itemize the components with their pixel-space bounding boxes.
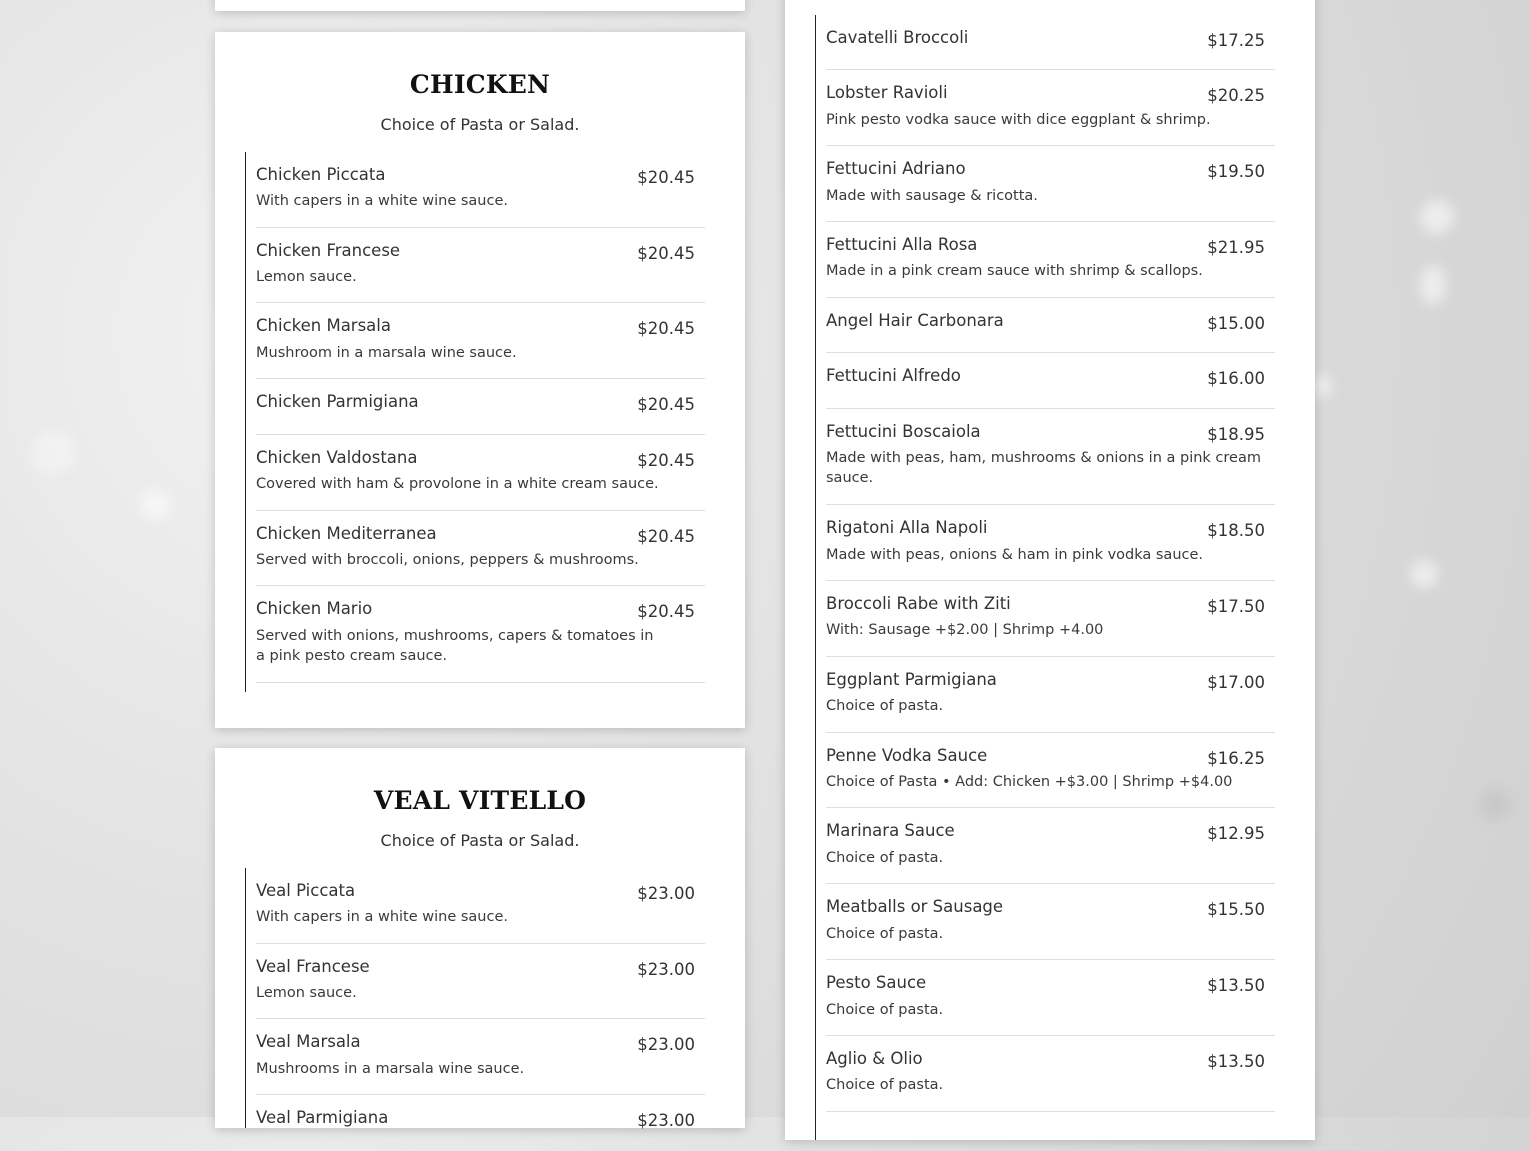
- item-description: With capers in a white wine sauce.: [256, 909, 508, 925]
- background-bokeh: [1410, 560, 1438, 588]
- item-price: $15.50: [1207, 900, 1265, 919]
- item-name: Cavatelli Broccoli: [826, 28, 969, 47]
- item-name: Veal Piccata: [256, 881, 356, 900]
- item-name: Chicken Piccata: [256, 165, 386, 184]
- item-price: $16.25: [1207, 749, 1265, 768]
- item-name: Fettucini Alfredo: [826, 366, 961, 385]
- item-price: $23.00: [637, 1111, 695, 1130]
- background-bokeh: [30, 430, 76, 476]
- menu-item-chicken-francese: [256, 228, 705, 303]
- menu-item-fettucini-boscaiola: [826, 409, 1275, 505]
- item-name: Aglio & Olio: [826, 1049, 923, 1068]
- background-bokeh: [1420, 200, 1454, 234]
- item-name: Penne Vodka Sauce: [826, 746, 988, 765]
- menu-item-meatballs-or-sausage: [826, 884, 1275, 960]
- item-name: Veal Parmigiana: [256, 1108, 389, 1127]
- menu-item-penne-vodka-sauce: [826, 733, 1275, 808]
- item-name: Meatballs or Sausage: [826, 897, 1004, 916]
- item-description: Choice of Pasta • Add: Chicken +$3.00 | Shrimp +$4.00: [826, 774, 1233, 790]
- item-name: Eggplant Parmigiana: [826, 670, 997, 689]
- item-price: $17.25: [1207, 31, 1265, 50]
- item-name: Chicken Marsala: [256, 316, 391, 335]
- item-description: Lemon sauce.: [256, 985, 357, 1001]
- item-description: Choice of pasta.: [826, 850, 944, 866]
- item-price: $23.00: [637, 960, 695, 979]
- item-price: $20.45: [637, 168, 695, 187]
- item-name: Chicken Mediterranea: [256, 524, 437, 543]
- background-bokeh: [1420, 265, 1446, 305]
- menu-item-veal-parmigiana: [256, 1095, 705, 1151]
- item-price: $21.95: [1207, 238, 1265, 257]
- item-price: $12.95: [1207, 824, 1265, 843]
- item-price: $17.00: [1207, 673, 1265, 692]
- menu-item-cavatelli-broccoli: [826, 15, 1275, 70]
- background-bokeh: [140, 490, 170, 520]
- menu-item-chicken-mario: [256, 586, 705, 683]
- menu-item-veal-francese: [256, 944, 705, 1019]
- item-description: Mushrooms in a marsala wine sauce.: [256, 1061, 525, 1077]
- menu-item-fettucini-adriano: [826, 146, 1275, 222]
- pasta-menu-list: [815, 15, 1275, 1140]
- item-description: Covered with ham & provolone in a white cream sauce.: [256, 476, 659, 492]
- item-description: Choice of pasta.: [826, 1002, 944, 1018]
- item-description: Made with peas, ham, mushrooms & onions in a pink cream sauce.: [826, 450, 1261, 486]
- item-name: Fettucini Boscaiola: [826, 422, 981, 441]
- item-name: Pesto Sauce: [826, 973, 927, 992]
- item-price: $20.45: [637, 451, 695, 470]
- menu-item-chicken-valdostana: [256, 435, 705, 511]
- item-price: $23.00: [637, 884, 695, 903]
- item-description: Lemon sauce.: [256, 269, 357, 285]
- item-description: Choice of pasta.: [826, 1077, 944, 1093]
- item-name: Chicken Valdostana: [256, 448, 418, 467]
- menu-item-broccoli-rabe-with-ziti: [826, 581, 1275, 657]
- veal-menu-list: [245, 868, 705, 1128]
- item-name: Fettucini Adriano: [826, 159, 966, 178]
- menu-item-eggplant-parmigiana: [826, 657, 1275, 733]
- item-price: $23.00: [637, 1035, 695, 1054]
- item-name: Veal Francese: [256, 957, 370, 976]
- veal-section-card: [215, 748, 745, 1128]
- item-name: Chicken Francese: [256, 241, 401, 260]
- section-title: CHICKEN: [409, 70, 551, 99]
- item-description: With capers in a white wine sauce.: [256, 193, 508, 209]
- item-name: Fettucini Alla Rosa: [826, 235, 978, 254]
- item-name: Rigatoni Alla Napoli: [826, 518, 988, 537]
- item-price: $18.50: [1207, 521, 1265, 540]
- menu-item-chicken-parmigiana: [256, 379, 705, 435]
- item-price: $15.00: [1207, 314, 1265, 333]
- menu-item-aglio-olio: [826, 1036, 1275, 1112]
- item-price: $20.45: [637, 319, 695, 338]
- item-description: Made with sausage & ricotta.: [826, 188, 1038, 204]
- menu-item-fettucini-alla-rosa: [826, 222, 1275, 298]
- item-price: $20.45: [637, 602, 695, 621]
- menu-item-marinara-sauce: [826, 808, 1275, 884]
- item-description: Made with peas, onions & ham in pink vodka sauce.: [826, 547, 1204, 563]
- section-subtitle: Choice of Pasta or Salad.: [380, 115, 580, 134]
- item-name: Chicken Parmigiana: [256, 392, 419, 411]
- item-name: Veal Marsala: [256, 1032, 361, 1051]
- item-name: Broccoli Rabe with Ziti: [826, 594, 1011, 613]
- background-bokeh: [1480, 790, 1510, 820]
- section-subtitle: Choice of Pasta or Salad.: [380, 831, 580, 850]
- item-price: $19.50: [1207, 162, 1265, 181]
- item-price: $16.00: [1207, 369, 1265, 388]
- item-price: $20.45: [637, 244, 695, 263]
- chicken-section-card: [215, 32, 745, 728]
- previous-section-card: [215, 0, 745, 11]
- menu-item-chicken-marsala: [256, 303, 705, 379]
- chicken-menu-list: [245, 152, 705, 692]
- menu-item-angel-hair-carbonara: [826, 298, 1275, 353]
- item-description: Pink pesto vodka sauce with dice eggplant & shrimp.: [826, 112, 1211, 128]
- menu-item-pesto-sauce: [826, 960, 1275, 1036]
- item-price: $20.45: [637, 395, 695, 414]
- item-price: $13.50: [1207, 976, 1265, 995]
- menu-item-chicken-piccata: [256, 152, 705, 228]
- section-title: VEAL VITELLO: [373, 786, 587, 815]
- item-name: Angel Hair Carbonara: [826, 311, 1004, 330]
- menu-item-rigatoni-alla-napoli: [826, 505, 1275, 581]
- item-price: $20.25: [1207, 86, 1265, 105]
- item-description: Served with onions, mushrooms, capers & tomatoes in a pink pesto cream sauce.: [256, 628, 654, 664]
- item-name: Lobster Ravioli: [826, 83, 948, 102]
- item-description: Choice of pasta.: [826, 698, 944, 714]
- menu-item-veal-marsala: [256, 1019, 705, 1095]
- menu-item-chicken-mediterranea: [256, 511, 705, 586]
- item-description: Served with broccoli, onions, peppers & mushrooms.: [256, 552, 639, 568]
- item-description: Choice of pasta.: [826, 926, 944, 942]
- item-name: Chicken Mario: [256, 599, 373, 618]
- item-price: $18.95: [1207, 425, 1265, 444]
- item-description: Mushroom in a marsala wine sauce.: [256, 345, 517, 361]
- item-price: $13.50: [1207, 1052, 1265, 1071]
- item-description: With: Sausage +$2.00 | Shrimp +4.00: [826, 622, 1104, 638]
- item-price: $20.45: [637, 527, 695, 546]
- menu-item-fettucini-alfredo: [826, 353, 1275, 409]
- item-name: Marinara Sauce: [826, 821, 955, 840]
- pasta-section-card: [785, 0, 1315, 1140]
- menu-item-lobster-ravioli: [826, 70, 1275, 146]
- menu-item-veal-piccata: [256, 868, 705, 944]
- item-price: $17.50: [1207, 597, 1265, 616]
- item-description: Made in a pink cream sauce with shrimp & scallops.: [826, 263, 1203, 279]
